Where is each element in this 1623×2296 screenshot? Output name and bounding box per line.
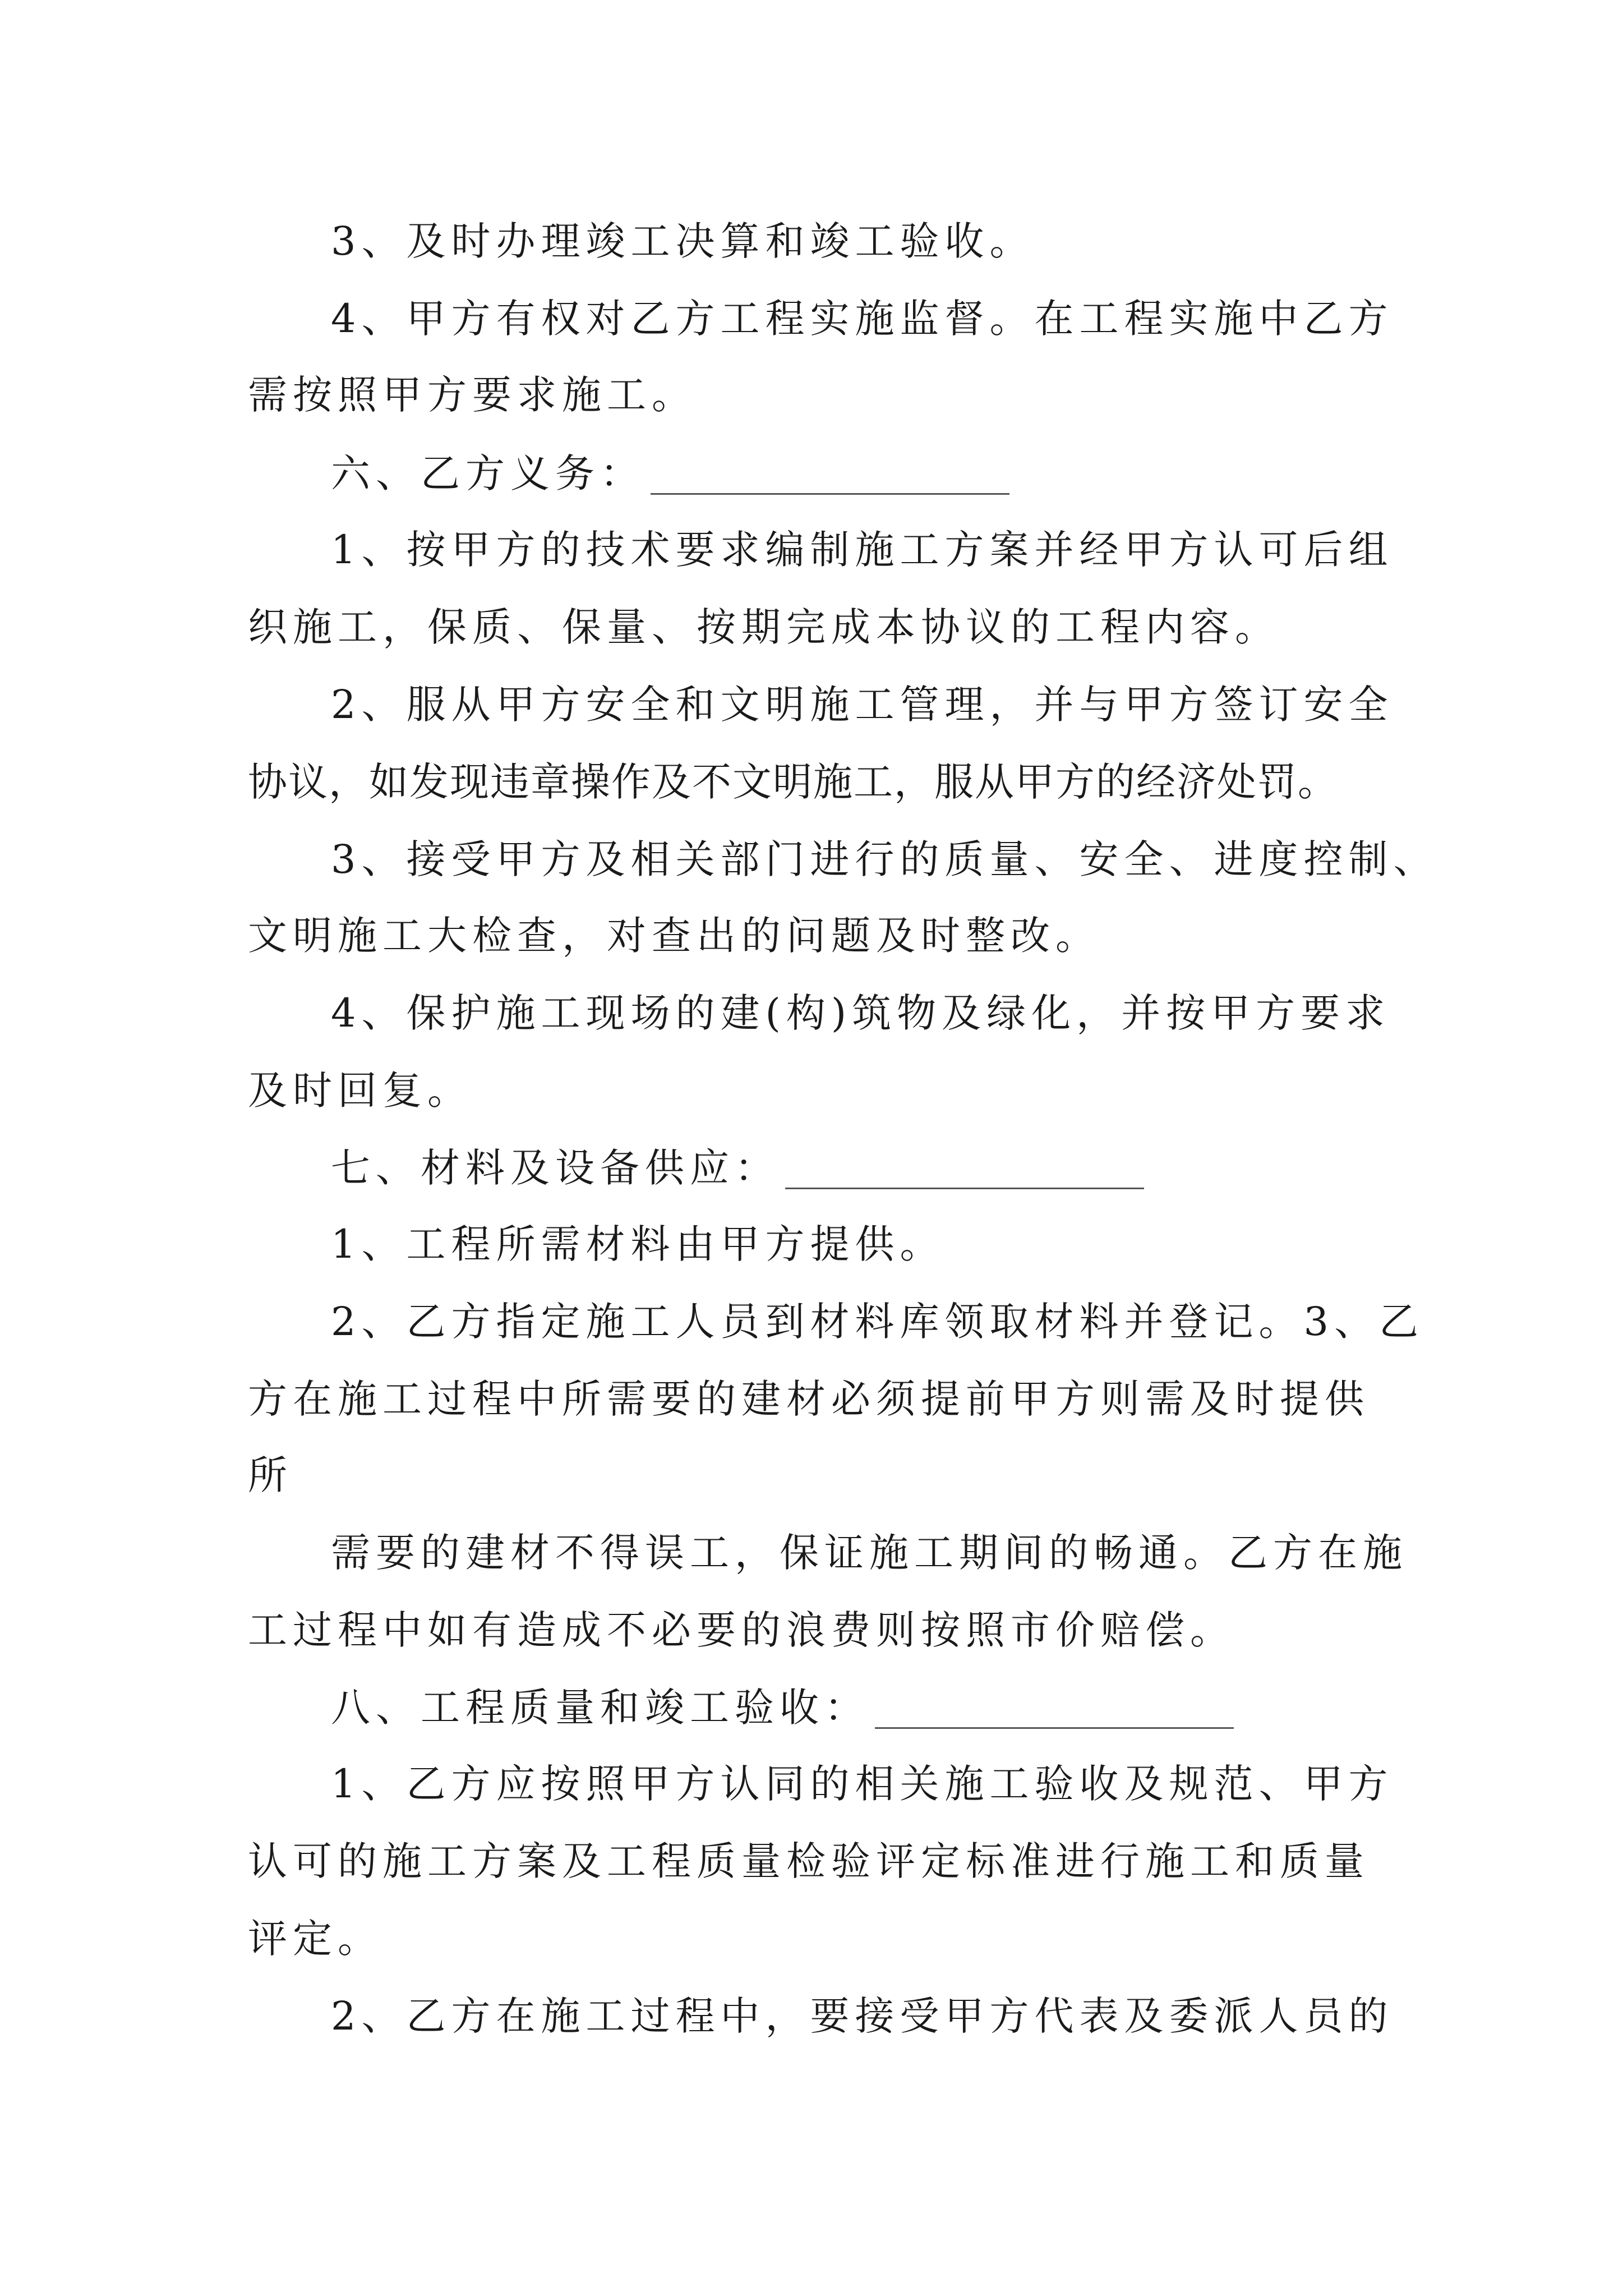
paragraph-line: 需要的建材不得误工，保证施工期间的畅通。乙方在施 [331,1530,1408,1576]
paragraph-line: 需按照甲方要求施工。 [248,372,697,418]
paragraph-line: 4、甲方有权对乙方工程实施监督。在工程实施中乙方 [331,296,1394,342]
section-heading-line [331,1140,1144,1196]
fill-in-blank[interactable] [785,1185,1144,1189]
paragraph-line: 及时回复。 [248,1068,472,1114]
paragraph-line: 方在施工过程中所需要的建材必须提前甲方则需及时提供 [248,1376,1370,1422]
paragraph-line: 2、乙方在施工过程中，要接受甲方代表及委派人员的 [331,1993,1394,2039]
section-heading: 六、乙方义务： [331,450,645,496]
paragraph-line: 文明施工大检查，对查出的问题及时整改。 [248,913,1100,959]
paragraph-line: 评定。 [248,1916,382,1962]
fill-in-blank[interactable] [651,491,1009,495]
paragraph-line: 2、乙方指定施工人员到材料库领取材料并登记。3、乙 [331,1299,1424,1345]
section-heading-line [331,445,1009,501]
paragraph-line: 织施工，保质、保量、按期完成本协议的工程内容。 [248,604,1280,650]
section-heading-line [331,1680,1234,1736]
paragraph-line: 3、接受甲方及相关部门进行的质量、安全、进度控制、 [331,836,1438,882]
paragraph-line: 协议，如发现违章操作及不文明施工，服从甲方的经济处罚。 [248,759,1338,805]
fill-in-blank[interactable] [875,1725,1234,1729]
paragraph-line: 认可的施工方案及工程质量检验评定标准进行施工和质量 [248,1838,1370,1884]
paragraph-line: 工过程中如有造成不必要的浪费则按照市价赔偿。 [248,1607,1235,1653]
section-heading: 八、工程质量和竣工验收： [331,1685,869,1731]
paragraph-line: 1、乙方应按照甲方认同的相关施工验收及规范、甲方 [331,1761,1394,1807]
paragraph-line: 2、服从甲方安全和文明施工管理，并与甲方签订安全 [331,682,1394,728]
paragraph-line: 所 [248,1452,293,1498]
paragraph-line: 1、按甲方的技术要求编制施工方案并经甲方认可后组 [331,527,1394,573]
paragraph-line: 3、及时办理竣工决算和竣工验收。 [331,218,1035,264]
paragraph-line: 4、保护施工现场的建(构)筑物及绿化，并按甲方要求 [331,990,1391,1036]
paragraph-line: 1、工程所需材料由甲方提供。 [331,1221,945,1267]
section-heading: 七、材料及设备供应： [331,1145,780,1191]
